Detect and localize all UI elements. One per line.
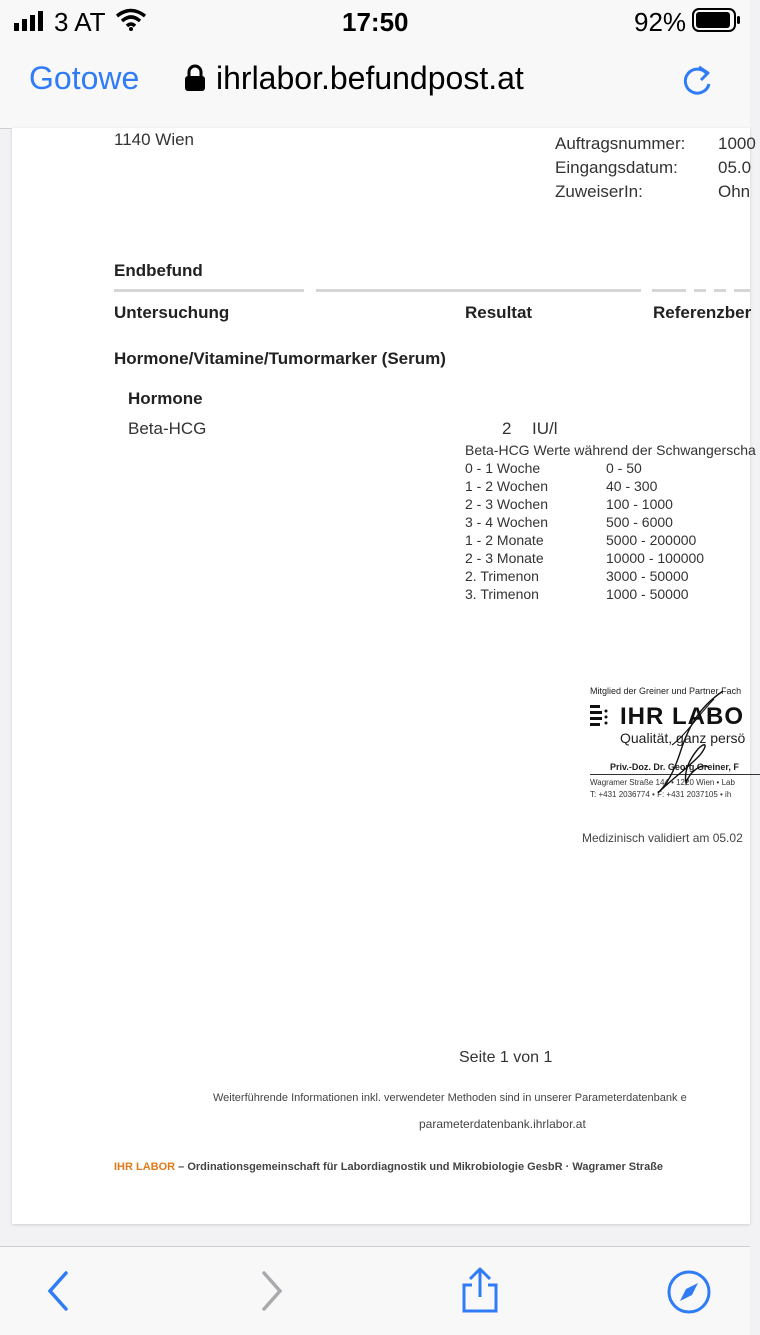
divider — [734, 289, 750, 292]
reference-range: 40 - 300 — [606, 478, 658, 494]
compass-icon[interactable] — [666, 1269, 712, 1315]
result-value: 2 — [502, 419, 512, 438]
column-investigation: Untersuchung — [114, 303, 230, 322]
reference-range: 10000 - 100000 — [606, 550, 705, 566]
reference-title: Beta-HCG Werte während der Schwangerscha — [465, 442, 756, 458]
column-reference: Referenzber — [653, 303, 752, 322]
stamp-doctor: Priv.-Doz. Dr. Georg Greiner, F — [610, 762, 739, 772]
reference-range: 3000 - 50000 — [606, 568, 689, 584]
share-icon[interactable] — [458, 1267, 502, 1315]
reference-range: 100 - 1000 — [606, 496, 673, 512]
reference-range: 1000 - 50000 — [606, 586, 689, 602]
divider — [652, 289, 686, 292]
referrer-value: Ohn — [718, 182, 751, 201]
done-button[interactable]: Gotowe — [29, 60, 140, 96]
divider — [114, 289, 304, 292]
reference-period: 2 - 3 Monate — [465, 550, 544, 566]
section-title: Endbefund — [114, 261, 203, 280]
reference-period: 1 - 2 Monate — [465, 532, 544, 548]
reference-period: 3 - 4 Wochen — [465, 514, 549, 530]
address-city: 1140 Wien — [114, 130, 195, 149]
referrer-label: ZuweiserIn: — [555, 182, 643, 201]
received-value: 05.0 — [718, 158, 752, 177]
footer-text: – Ordinationsgemeinschaft für Labordiagnostik und Mikrobiologie GesbR · Wagramer Straße — [175, 1161, 664, 1173]
validation-note: Medizinisch validiert am 05.02 — [582, 831, 743, 845]
carrier-label: 3 AT — [54, 7, 106, 37]
divider — [316, 289, 641, 292]
info-line: Weiterführende Informationen inkl. verwendeter Methoden sind in unserer Parameterdatenbank e — [213, 1092, 687, 1104]
info-url[interactable]: parameterdatenbank.ihrlabor.at — [419, 1117, 586, 1131]
stamp-slogan: Qualität, ganz persö — [620, 730, 746, 746]
forward-icon[interactable] — [258, 1271, 286, 1311]
wifi-icon — [116, 9, 146, 31]
lab-stamp — [588, 683, 758, 803]
divider — [694, 289, 706, 292]
browser-address-bar — [0, 40, 750, 129]
subgroup-title: Hormone — [128, 389, 203, 408]
back-icon[interactable] — [44, 1271, 72, 1311]
group-title: Hormone/Vitamine/Tumormarker (Serum) — [114, 349, 446, 368]
reload-icon[interactable] — [680, 62, 714, 98]
column-result: Resultat — [465, 303, 533, 322]
stamp-address: Wagramer Straße 144 • 1220 Wien • Lab — [590, 778, 735, 787]
footer-brand: IHR LABOR — [114, 1161, 176, 1173]
reference-period: 1 - 2 Wochen — [465, 478, 549, 494]
reference-periods — [465, 459, 548, 603]
stamp-phone: T: +431 2036774 • F: +431 2037105 • ih — [590, 790, 732, 799]
lock-icon — [184, 64, 206, 92]
reference-period: 3. Trimenon — [465, 586, 539, 602]
footer-line — [114, 1161, 663, 1173]
reference-period: 2 - 3 Wochen — [465, 496, 549, 512]
signal-icon — [14, 11, 50, 31]
order-label: Auftragsnummer: — [555, 134, 686, 153]
battery-percent: 92% — [634, 7, 687, 37]
stamp-logo: IHR LABO — [620, 703, 744, 730]
url-field[interactable]: ihrlabor.befundpost.at — [216, 60, 524, 96]
status-bar — [0, 0, 750, 40]
divider — [714, 289, 726, 292]
reference-range: 5000 - 200000 — [606, 532, 697, 548]
reference-period: 2. Trimenon — [465, 568, 539, 584]
received-label: Eingangsdatum: — [555, 158, 678, 177]
stamp-member-text: Mitglied der Greiner und Partner Fach — [590, 686, 742, 696]
reference-range: 0 - 50 — [606, 460, 642, 476]
test-name: Beta-HCG — [128, 419, 207, 438]
bottom-toolbar — [0, 1246, 750, 1335]
order-value: 1000 — [718, 134, 756, 153]
battery-icon — [692, 8, 742, 32]
signature-icon — [628, 683, 738, 808]
clock: 17:50 — [342, 7, 409, 37]
reference-range: 500 - 6000 — [606, 514, 673, 530]
result-unit: IU/l — [532, 419, 558, 438]
lab-logo-icon — [590, 705, 610, 727]
page-number: Seite 1 von 1 — [459, 1049, 553, 1066]
reference-ranges — [606, 459, 704, 603]
pdf-page — [12, 128, 756, 1224]
reference-period: 0 - 1 Woche — [465, 460, 541, 476]
